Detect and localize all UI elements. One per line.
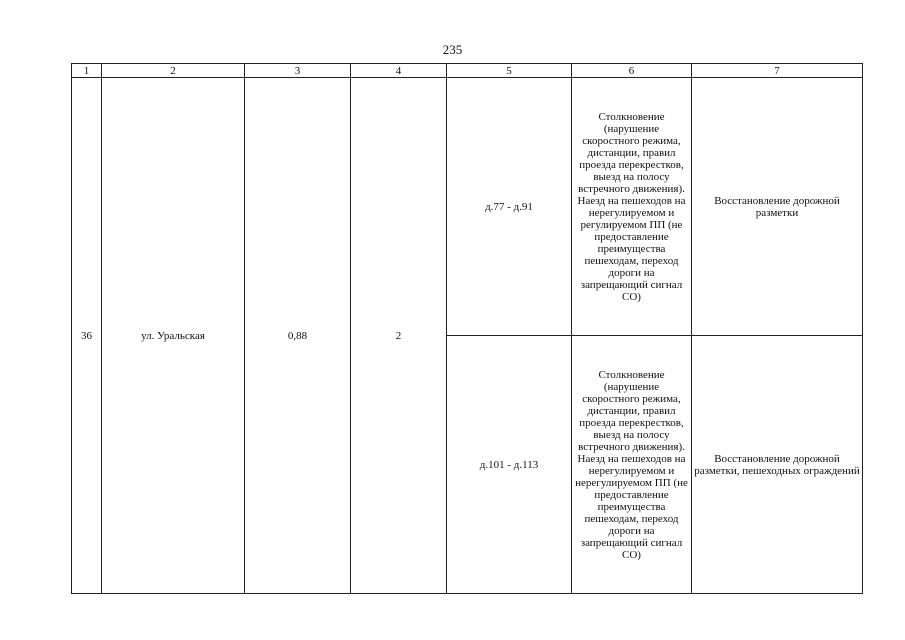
table-header-row xyxy=(72,64,863,78)
column-header-6: 6 xyxy=(572,64,692,78)
column-header-1: 1 xyxy=(72,64,102,78)
data-table xyxy=(71,63,863,594)
column-header-2: 2 xyxy=(102,64,245,78)
lanes-cell: 2 xyxy=(351,78,447,594)
column-header-3: 3 xyxy=(245,64,351,78)
accident-types-text: Столкновение (нарушение скоростного режима, дистанции, правил проезда перекрестков, выезд на полосу встречного движения). Наезд на пешеходов на нерегулируемом и нерегулируемом ПП (не предоставление преимущества пешеходам, переход дороги на запрещающий сигнал СО) xyxy=(575,368,688,561)
section-location-cell: д.101 - д.113 xyxy=(447,336,572,594)
measures-cell: Восстановление дорожной разметки, пешеходных ограждений xyxy=(692,336,863,594)
accident-types-cell xyxy=(572,336,692,594)
section-location-cell: д.77 - д.91 xyxy=(447,78,572,336)
accident-types-cell xyxy=(572,78,692,336)
measures-cell: Восстановление дорожной разметки xyxy=(692,78,863,336)
street-name-cell: ул. Уральская xyxy=(102,78,245,594)
column-header-4: 4 xyxy=(351,64,447,78)
page-number: 235 xyxy=(442,42,463,57)
accident-types-text: Столкновение (нарушение скоростного режима, дистанции, правил проезда перекрестков, выезд на полосу встречного движения). Наезд на пешеходов на нерегулируемом и регулируемом ПП (не предоставление преимущества пешеходам, переход дороги на запрещающий сигнал СО) xyxy=(577,110,686,303)
column-header-7: 7 xyxy=(692,64,863,78)
length-cell: 0,88 xyxy=(245,78,351,594)
column-header-5: 5 xyxy=(447,64,572,78)
table-row xyxy=(72,78,863,336)
row-number-cell: 36 xyxy=(72,78,102,594)
